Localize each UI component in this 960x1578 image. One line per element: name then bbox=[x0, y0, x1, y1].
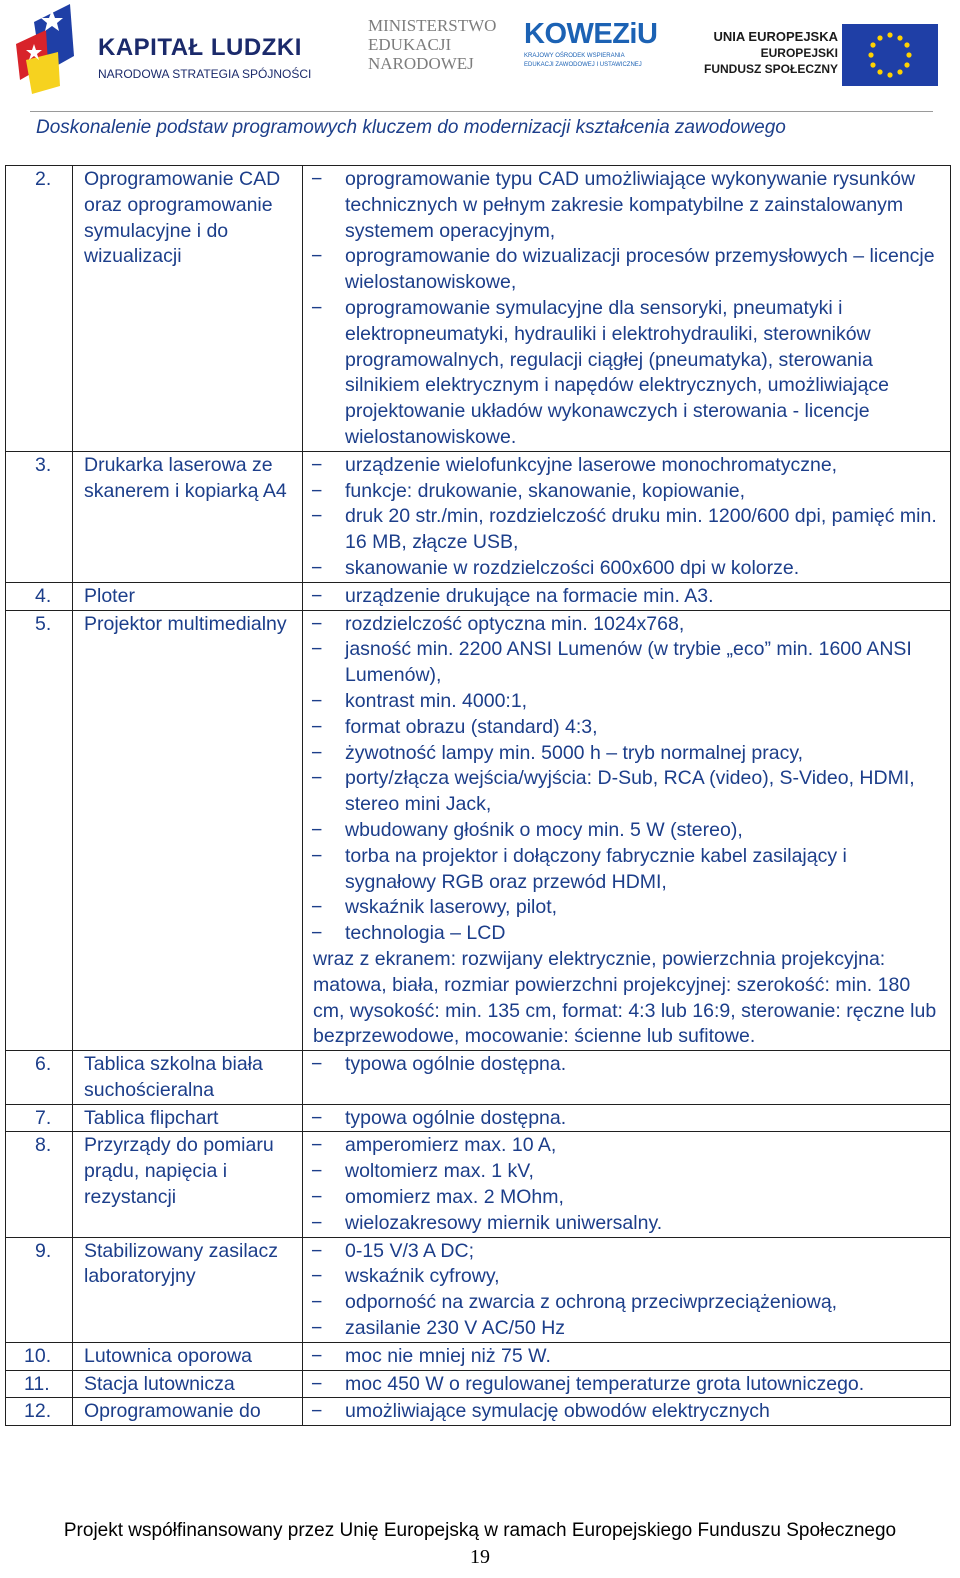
dash-bullet-icon: − bbox=[311, 453, 323, 476]
equipment-name: Projektor multimedialny bbox=[72, 611, 302, 1051]
equipment-specification bbox=[302, 1132, 951, 1236]
eu-line-1: UNIA EUROPEJSKA bbox=[713, 29, 838, 44]
spec-bullet-text: omomierz max. 2 MOhm, bbox=[345, 1186, 564, 1209]
ministry-line-1: MINISTERSTWO bbox=[368, 16, 497, 35]
equipment-specification bbox=[302, 1238, 951, 1342]
koweziu-logo bbox=[524, 18, 664, 88]
spec-bullet bbox=[303, 715, 942, 741]
spec-bullet-text: druk 20 str./min, rozdzielczość druku min. 1200/600 dpi, pamięć min. 16 MB, złącze USB, bbox=[345, 505, 937, 554]
row-number: 6. bbox=[5, 1051, 72, 1104]
spec-bullet-text: funkcje: drukowanie, skanowanie, kopiowanie, bbox=[345, 479, 745, 502]
dash-bullet-icon: − bbox=[311, 556, 323, 579]
equipment-table bbox=[5, 165, 951, 1426]
table-row bbox=[5, 1104, 951, 1132]
spec-bullet-text: oprogramowanie symulacyjne dla sensoryki, pneumatyki i elektropneumatyki, hydrauliki i elektrohydrauliki, sterowników programowalnych, regulacji ciągłej (pneumatyka), sterowania silnikiem elektrycznym i napędów elektrycznych, umożliwiające projektowanie układów wykonawczych i sterowania - licencje wielostanowiskowe. bbox=[345, 296, 890, 448]
spec-bullet bbox=[303, 1185, 942, 1211]
dash-bullet-icon: − bbox=[311, 767, 323, 790]
eu-logo-text bbox=[702, 28, 838, 77]
spec-bullet bbox=[303, 584, 942, 610]
table-row bbox=[5, 1370, 951, 1398]
spec-bullet bbox=[303, 1344, 942, 1370]
ministry-line-2: EDUKACJI bbox=[368, 35, 452, 54]
dash-bullet-icon: − bbox=[311, 584, 323, 607]
table-row bbox=[5, 166, 951, 451]
dash-bullet-icon: − bbox=[311, 1344, 323, 1367]
dash-bullet-icon: − bbox=[311, 1186, 323, 1209]
table-row bbox=[5, 1237, 951, 1342]
table-row bbox=[5, 610, 951, 1051]
spec-bullet-text: oprogramowanie typu CAD umożliwiające wykonywanie rysunków technicznych w pełnym zakresie kompatybilne z zainstalowanym systemem operacyjnym, bbox=[345, 168, 916, 242]
equipment-name: Oprogramowanie do bbox=[72, 1398, 302, 1425]
spec-bullet-text: jasność min. 2200 ANSI Lumenów (w trybie „eco” min. 1600 ANSI Lumenów), bbox=[345, 638, 912, 687]
table-row bbox=[5, 1131, 951, 1236]
spec-bullet-text: format obrazu (standard) 4:3, bbox=[345, 715, 598, 738]
spec-bullet-text: urządzenie wielofunkcyjne laserowe monochromatyczne, bbox=[345, 453, 838, 476]
row-number: 8. bbox=[5, 1132, 72, 1236]
header-logos bbox=[12, 4, 948, 100]
spec-bullet-text: torba na projektor i dołączony fabrycznie kabel zasilający i sygnałowy RGB oraz przewód HDMI, bbox=[345, 844, 847, 893]
dash-bullet-icon: − bbox=[311, 1317, 323, 1340]
spec-bullet bbox=[303, 895, 942, 921]
spec-bullet-text: porty/złącza wejścia/wyjścia: D-Sub, RCA (video), S-Video, HDMI, stereo mini Jack, bbox=[345, 767, 915, 816]
spec-bullet-text: technologia – LCD bbox=[345, 922, 506, 945]
row-number: 10. bbox=[5, 1343, 72, 1370]
dash-bullet-icon: − bbox=[311, 715, 323, 738]
dash-bullet-icon: − bbox=[311, 1160, 323, 1183]
equipment-specification bbox=[302, 1343, 951, 1370]
spec-bullet-text: umożliwiające symulację obwodów elektrycznych bbox=[345, 1400, 770, 1423]
equipment-name: Drukarka laserowa ze skanerem i kopiarką A4 bbox=[72, 452, 302, 582]
dash-bullet-icon: − bbox=[311, 689, 323, 712]
spec-bullet-text: woltomierz max. 1 kV, bbox=[345, 1160, 534, 1183]
table-row bbox=[5, 582, 951, 610]
dash-bullet-icon: − bbox=[311, 1134, 323, 1157]
spec-bullet bbox=[303, 1239, 942, 1265]
dash-bullet-icon: − bbox=[311, 1372, 323, 1395]
spec-bullet bbox=[303, 1159, 942, 1185]
table-row bbox=[5, 1397, 951, 1425]
spec-bullet bbox=[303, 1372, 942, 1398]
spec-bullet-text: amperomierz max. 10 A, bbox=[345, 1134, 557, 1157]
dash-bullet-icon: − bbox=[311, 245, 323, 268]
spec-bullet bbox=[303, 296, 942, 451]
spec-bullet bbox=[303, 844, 942, 896]
spec-bullet-text: żywotność lampy min. 5000 h – tryb normalnej pracy, bbox=[345, 741, 804, 764]
spec-bullet-text: oprogramowanie do wizualizacji procesów przemysłowych – licencje wielostanowiskowe, bbox=[345, 245, 935, 294]
equipment-specification bbox=[302, 166, 951, 451]
spec-bullet bbox=[303, 921, 942, 947]
spec-bullet bbox=[303, 818, 942, 844]
equipment-name: Tablica flipchart bbox=[72, 1105, 302, 1132]
table-row bbox=[5, 451, 951, 582]
row-number: 2. bbox=[5, 166, 72, 451]
row-number: 9. bbox=[5, 1238, 72, 1342]
dash-bullet-icon: − bbox=[311, 168, 323, 190]
dash-bullet-icon: − bbox=[311, 612, 323, 635]
header-divider bbox=[30, 111, 933, 112]
dash-bullet-icon: − bbox=[311, 896, 323, 919]
equipment-name: Oprogramowanie CAD oraz oprogramowanie symulacyjne i do wizualizacji bbox=[72, 166, 302, 451]
footer-text: Projekt współfinansowany przez Unię Europejską w ramach Europejskiego Funduszu Społecznego bbox=[63, 1520, 897, 1541]
dash-bullet-icon: − bbox=[311, 922, 323, 945]
eu-line-3: FUNDUSZ SPOŁECZNY bbox=[703, 62, 838, 76]
dash-bullet-icon: − bbox=[311, 1400, 323, 1423]
spec-bullet-text: skanowanie w rozdzielczości 600x600 dpi w kolorze. bbox=[345, 556, 800, 579]
spec-bullet-text: wielozakresowy miernik uniwersalny. bbox=[345, 1211, 663, 1234]
dash-bullet-icon: − bbox=[311, 741, 323, 764]
spec-bullet bbox=[303, 766, 942, 818]
eu-logo bbox=[702, 24, 948, 88]
equipment-name: Tablica szkolna biała suchościeralna bbox=[72, 1051, 302, 1104]
ministry-line-3: NARODOWEJ bbox=[368, 54, 474, 73]
spec-bullet bbox=[303, 167, 942, 244]
spec-bullet bbox=[303, 1264, 942, 1290]
dash-bullet-icon: − bbox=[311, 479, 323, 502]
spec-bullet bbox=[303, 453, 942, 479]
koweziu-name: KOWEZiU bbox=[524, 18, 658, 50]
equipment-specification bbox=[302, 1105, 951, 1132]
dash-bullet-icon: − bbox=[311, 1106, 323, 1129]
spec-bullet bbox=[303, 556, 942, 582]
dash-bullet-icon: − bbox=[311, 818, 323, 841]
spec-bullet bbox=[303, 612, 942, 638]
dash-bullet-icon: − bbox=[311, 1053, 323, 1076]
equipment-specification bbox=[302, 611, 951, 1051]
spec-bullet-text: rozdzielczość optyczna min. 1024x768, bbox=[345, 612, 685, 635]
dash-bullet-icon: − bbox=[311, 844, 323, 867]
spec-bullet bbox=[303, 1052, 942, 1078]
equipment-specification bbox=[302, 1398, 951, 1425]
dash-bullet-icon: − bbox=[311, 1239, 323, 1262]
spec-bullet bbox=[303, 689, 942, 715]
dash-bullet-icon: − bbox=[311, 638, 323, 661]
spec-bullet bbox=[303, 479, 942, 505]
equipment-name: Lutownica oporowa bbox=[72, 1343, 302, 1370]
spec-bullet bbox=[303, 1133, 942, 1159]
spec-bullet bbox=[303, 1316, 942, 1342]
equipment-specification bbox=[302, 1371, 951, 1398]
spec-bullet-text: moc nie mniej niż 75 W. bbox=[345, 1344, 551, 1367]
spec-bullet-text: zasilanie 230 V AC/50 Hz bbox=[345, 1317, 566, 1340]
spec-bullet-text: typowa ogólnie dostępna. bbox=[345, 1053, 567, 1076]
spec-bullet-text: 0-15 V/3 A DC; bbox=[345, 1239, 474, 1262]
equipment-name: Przyrządy do pomiaru prądu, napięcia i rezystancji bbox=[72, 1132, 302, 1236]
eu-line-2: EUROPEJSKI bbox=[760, 46, 838, 60]
equipment-specification bbox=[302, 452, 951, 582]
eu-flag-icon bbox=[842, 24, 938, 86]
dash-bullet-icon: − bbox=[311, 1211, 323, 1234]
dash-bullet-icon: − bbox=[311, 505, 323, 528]
running-head: Doskonalenie podstaw programowych kluczem do modernizacji kształcenia zawodowego bbox=[36, 117, 786, 138]
row-number: 4. bbox=[5, 583, 72, 610]
spec-bullet bbox=[303, 244, 942, 296]
page-number: 19 bbox=[470, 1546, 490, 1568]
dash-bullet-icon: − bbox=[311, 1291, 323, 1314]
row-number: 11. bbox=[5, 1371, 72, 1398]
spec-bullet-text: odporność na zwarcia z ochroną przeciwprzeciążeniową, bbox=[345, 1291, 838, 1314]
table-row bbox=[5, 1050, 951, 1104]
spec-bullet bbox=[303, 1290, 942, 1316]
spec-bullet-text: wskaźnik cyfrowy, bbox=[345, 1265, 500, 1288]
equipment-name: Stacja lutownicza bbox=[72, 1371, 302, 1398]
equipment-specification bbox=[302, 583, 951, 610]
equipment-name: Ploter bbox=[72, 583, 302, 610]
row-number: 7. bbox=[5, 1105, 72, 1132]
kapital-ludzki-title: KAPITAŁ LUDZKI bbox=[98, 34, 302, 61]
kapital-ludzki-emblem-icon bbox=[12, 4, 92, 96]
spec-bullet bbox=[303, 637, 942, 689]
spec-bullet-text: wskaźnik laserowy, pilot, bbox=[345, 896, 558, 919]
spec-bullet-text: typowa ogólnie dostępna. bbox=[345, 1106, 567, 1129]
equipment-specification bbox=[302, 1051, 951, 1104]
table-row bbox=[5, 1342, 951, 1370]
spec-bullet-text: wbudowany głośnik o mocy min. 5 W (stereo), bbox=[345, 818, 743, 841]
ministry-logo bbox=[368, 16, 518, 86]
equipment-name: Stabilizowany zasilacz laboratoryjny bbox=[72, 1238, 302, 1342]
koweziu-sub-2: EDUKACJI ZAWODOWEJ I USTAWICZNEJ bbox=[524, 62, 642, 68]
row-number: 12. bbox=[5, 1398, 72, 1425]
spec-bullet bbox=[303, 741, 942, 767]
dash-bullet-icon: − bbox=[311, 296, 323, 319]
koweziu-sub-1: KRAJOWY OŚRODEK WSPIERANIA bbox=[524, 53, 625, 59]
spec-bullet bbox=[303, 1106, 942, 1132]
spec-note: wraz z ekranem: rozwijany elektrycznie, powierzchnia projekcyjna: matowa, biała, rozmiar powierzchni projekcyjnej: szerokość: min. 180 cm, wysokość: min. 135 cm, format: 4:3 lub 16:9, sterowanie: ręczne lub bezprzewodowe, mocowanie: ścienne lub sufitowe. bbox=[313, 947, 937, 1048]
spec-bullet-text: urządzenie drukujące na formacie min. A3. bbox=[345, 584, 714, 607]
spec-bullet-text: moc 450 W o regulowanej temperaturze grota lutowniczego. bbox=[345, 1372, 865, 1395]
spec-bullet bbox=[303, 1399, 942, 1425]
spec-bullet-text: kontrast min. 4000:1, bbox=[345, 689, 528, 712]
row-number: 3. bbox=[5, 452, 72, 582]
kapital-ludzki-logo bbox=[12, 4, 342, 96]
kapital-ludzki-subtitle: NARODOWA STRATEGIA SPÓJNOŚCI bbox=[98, 67, 312, 81]
row-number: 5. bbox=[5, 611, 72, 1051]
spec-bullet bbox=[303, 1211, 942, 1237]
spec-bullet bbox=[303, 504, 942, 556]
dash-bullet-icon: − bbox=[311, 1265, 323, 1288]
